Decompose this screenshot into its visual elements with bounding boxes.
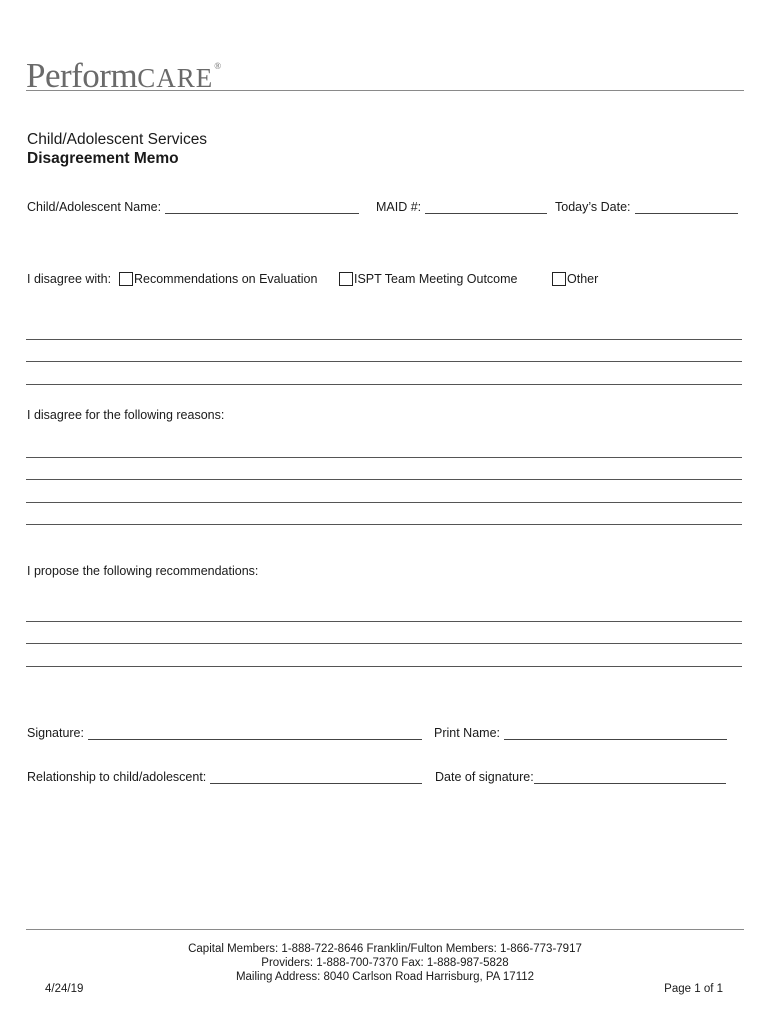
signature-input[interactable]	[88, 728, 422, 740]
writing-line[interactable]	[26, 479, 742, 480]
reasons-label: I disagree for the following reasons:	[27, 408, 225, 422]
footer-divider	[26, 929, 744, 930]
registered-mark: ®	[214, 61, 222, 71]
checkbox-icon[interactable]	[119, 272, 133, 286]
relationship-label: Relationship to child/adolescent:	[27, 770, 207, 784]
child-name-input[interactable]	[165, 202, 359, 214]
relationship-input[interactable]	[210, 772, 422, 784]
logo-care-text: CARE	[137, 63, 214, 93]
form-subtitle: Child/Adolescent Services	[27, 131, 208, 148]
disagree-with-label-row	[27, 272, 111, 286]
relationship-field	[27, 770, 422, 784]
date-of-signature-field	[435, 770, 726, 784]
print-name-input[interactable]	[504, 728, 727, 740]
option-other[interactable]	[552, 272, 598, 286]
todays-date-field	[555, 200, 738, 214]
checkbox-icon[interactable]	[339, 272, 353, 286]
date-of-signature-input[interactable]	[534, 772, 726, 784]
writing-line[interactable]	[26, 384, 742, 385]
child-name-field	[27, 200, 359, 214]
todays-date-label: Today’s Date:	[555, 200, 631, 214]
recommendations-label: I propose the following recommendations:	[27, 564, 259, 578]
writing-line[interactable]	[26, 643, 742, 644]
option-label: Recommendations on Evaluation	[134, 272, 318, 286]
option-recommendations-on-evaluation[interactable]	[119, 272, 317, 286]
writing-line[interactable]	[26, 666, 742, 667]
child-name-label: Child/Adolescent Name:	[27, 200, 162, 214]
footer-mailing-address: Mailing Address: 8040 Carlson Road Harrisburg, PA 17112	[235, 971, 535, 983]
writing-line[interactable]	[26, 502, 742, 503]
header-divider	[26, 90, 744, 91]
checkbox-icon[interactable]	[552, 272, 566, 286]
writing-line[interactable]	[26, 621, 742, 622]
footer-revision-date: 4/24/19	[45, 983, 84, 995]
option-label: Other	[567, 272, 599, 286]
form-title: Disagreement Memo	[27, 150, 179, 167]
writing-line[interactable]	[26, 339, 742, 340]
writing-line[interactable]	[26, 361, 742, 362]
option-label: ISPT Team Meeting Outcome	[354, 272, 518, 286]
signature-label: Signature:	[27, 726, 84, 740]
maid-label: MAID #:	[376, 200, 422, 214]
todays-date-input[interactable]	[635, 202, 738, 214]
maid-field	[376, 200, 547, 214]
signature-field	[27, 726, 422, 740]
date-of-signature-label: Date of signature:	[435, 770, 534, 784]
writing-line[interactable]	[26, 457, 742, 458]
writing-line[interactable]	[26, 524, 742, 525]
disagree-with-label: I disagree with:	[27, 272, 112, 286]
maid-input[interactable]	[425, 202, 547, 214]
footer-page-number: Page 1 of 1	[664, 983, 723, 995]
print-name-label: Print Name:	[434, 726, 500, 740]
footer-contact-line-2: Providers: 1-888-700-7370 Fax: 1-888-987-5828	[261, 957, 509, 969]
logo-perform-text: Perform	[26, 56, 138, 95]
option-ispt-team-meeting-outcome[interactable]	[339, 272, 518, 286]
print-name-field	[434, 726, 727, 740]
footer-contact-line-1: Capital Members: 1-888-722-8646 Franklin/Fulton Members: 1-866-773-7917	[188, 943, 582, 955]
